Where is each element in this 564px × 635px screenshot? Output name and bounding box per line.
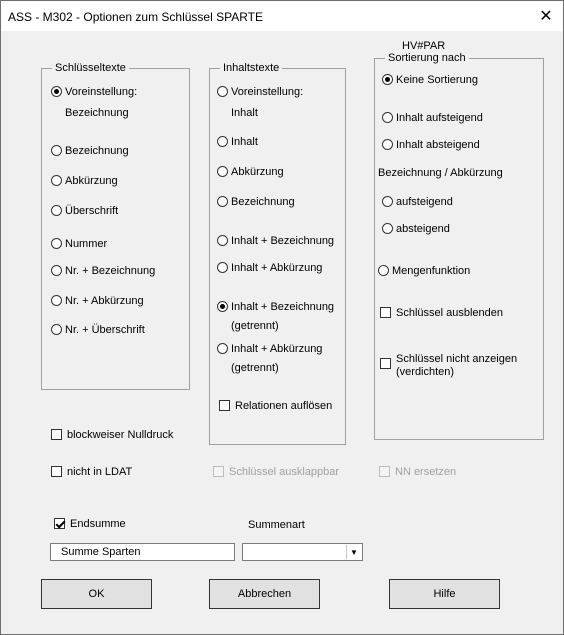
label-sort-inhalt-ab: Inhalt absteigend: [396, 139, 480, 151]
hilfe-button[interactable]: Hilfe: [389, 579, 500, 609]
summe-text-field[interactable]: Summe Sparten: [50, 543, 235, 561]
radio-schl-voreinstellung[interactable]: [51, 86, 62, 97]
group-schluesseltexte-legend: Schlüsseltexte: [52, 62, 129, 74]
label-schl-voreinstellung-value: Bezeichnung: [65, 107, 129, 119]
radio-inh-inhalt-bezeichnung-getrennt[interactable]: [217, 301, 228, 312]
radio-inh-abkuerzung[interactable]: [217, 166, 228, 177]
chevron-down-icon[interactable]: ▼: [346, 545, 361, 559]
checkbox-endsumme[interactable]: [54, 518, 65, 529]
radio-inh-inhalt-abkuerzung-getrennt[interactable]: [217, 343, 228, 354]
label-schl-nr-abkuerzung: Nr. + Abkürzung: [65, 295, 144, 307]
label-mengenfunktion: Mengenfunktion: [392, 265, 471, 277]
radio-schl-ueberschrift[interactable]: [51, 205, 62, 216]
label-schluessel-ausklappbar: Schlüssel ausklappbar: [229, 466, 340, 478]
checkbox-schluessel-ausklappbar[interactable]: [213, 466, 224, 477]
label-schl-nr-ueberschrift: Nr. + Überschrift: [65, 324, 145, 336]
label-inh-voreinstellung-value: Inhalt: [231, 107, 258, 119]
group-inhaltstexte: [209, 62, 346, 445]
label-sort-bez-ab: absteigend: [396, 223, 450, 235]
label-inh-inhalt-bezeichnung: Inhalt + Bezeichnung: [231, 235, 335, 247]
label-sort-inhalt-auf: Inhalt aufsteigend: [396, 112, 483, 124]
label-schl-abkuerzung: Abkürzung: [65, 175, 118, 187]
label-inh-inhalt-bezeichnung-getrennt-2: (getrennt): [231, 320, 279, 332]
radio-schl-nr-bezeichnung[interactable]: [51, 265, 62, 276]
label-sort-keine: Keine Sortierung: [396, 74, 478, 86]
ok-button[interactable]: OK: [41, 579, 152, 609]
label-sort-bez-auf: aufsteigend: [396, 196, 453, 208]
radio-schl-nummer[interactable]: [51, 238, 62, 249]
label-schluessel-nicht-anzeigen: Schlüssel nicht anzeigen: [396, 353, 518, 365]
label-nicht-in-ldat: nicht in LDAT: [67, 466, 133, 478]
close-icon[interactable]: ✕: [539, 8, 553, 25]
summenart-select[interactable]: [242, 543, 363, 561]
title-bar: [1, 1, 563, 31]
radio-schl-nr-ueberschrift[interactable]: [51, 324, 62, 335]
radio-sort-inhalt-ab[interactable]: [382, 139, 393, 150]
label-schl-voreinstellung: Voreinstellung:: [65, 86, 138, 98]
checkbox-nicht-in-ldat[interactable]: [51, 466, 62, 477]
label-blockweiser-nulldruck: blockweiser Nulldruck: [67, 429, 174, 441]
label-relationen-aufloesen: Relationen auflösen: [235, 400, 333, 412]
group-inhaltstexte-legend: Inhaltstexte: [220, 62, 282, 74]
radio-mengenfunktion[interactable]: [378, 265, 389, 276]
radio-inh-bezeichnung[interactable]: [217, 196, 228, 207]
radio-schl-abkuerzung[interactable]: [51, 175, 62, 186]
label-summenart: Summenart: [248, 519, 305, 531]
radio-schl-nr-abkuerzung[interactable]: [51, 295, 62, 306]
label-endsumme: Endsumme: [70, 518, 126, 530]
label-inh-abkuerzung: Abkürzung: [231, 166, 284, 178]
checkbox-schluessel-ausblenden[interactable]: [380, 307, 391, 318]
checkbox-nn-ersetzen[interactable]: [379, 466, 390, 477]
dialog-client: [1, 31, 563, 634]
group-sortierung-legend: Sortierung nach: [385, 52, 469, 64]
label-inh-inhalt-bezeichnung-getrennt: Inhalt + Bezeichnung: [231, 301, 335, 313]
label-inh-inhalt-abkuerzung: Inhalt + Abkürzung: [231, 262, 323, 274]
window-title: ASS - M302 - Optionen zum Schlüssel SPARTE: [8, 10, 263, 24]
radio-inh-voreinstellung[interactable]: [217, 86, 228, 97]
label-inh-inhalt: Inhalt: [231, 136, 258, 148]
label-schl-bezeichnung: Bezeichnung: [65, 145, 129, 157]
label-inh-bezeichnung: Bezeichnung: [231, 196, 295, 208]
checkbox-blockweiser-nulldruck[interactable]: [51, 429, 62, 440]
label-inh-inhalt-abkuerzung-getrennt-2: (getrennt): [231, 362, 279, 374]
label-schluessel-nicht-anzeigen-2: (verdichten): [396, 366, 455, 378]
abbrechen-button[interactable]: Abbrechen: [209, 579, 320, 609]
label-inh-inhalt-abkuerzung-getrennt: Inhalt + Abkürzung: [231, 343, 323, 355]
checkbox-schluessel-nicht-anzeigen[interactable]: [380, 358, 391, 369]
radio-sort-keine[interactable]: [382, 74, 393, 85]
radio-sort-bez-auf[interactable]: [382, 196, 393, 207]
radio-inh-inhalt-abkuerzung[interactable]: [217, 262, 228, 273]
label-schluessel-ausblenden: Schlüssel ausblenden: [396, 307, 504, 319]
radio-inh-inhalt-bezeichnung[interactable]: [217, 235, 228, 246]
label-nn-ersetzen: NN ersetzen: [395, 466, 457, 478]
label-inh-voreinstellung: Voreinstellung:: [231, 86, 304, 98]
label-schl-nummer: Nummer: [65, 238, 108, 250]
radio-sort-bez-ab[interactable]: [382, 223, 393, 234]
radio-schl-bezeichnung[interactable]: [51, 145, 62, 156]
radio-sort-inhalt-auf[interactable]: [382, 112, 393, 123]
label-hv-par: HV#PAR: [402, 40, 446, 52]
label-bez-abk-heading: Bezeichnung / Abkürzung: [378, 167, 503, 179]
radio-inh-inhalt[interactable]: [217, 136, 228, 147]
checkbox-relationen-aufloesen[interactable]: [219, 400, 230, 411]
label-schl-nr-bezeichnung: Nr. + Bezeichnung: [65, 265, 156, 277]
label-schl-ueberschrift: Überschrift: [65, 205, 119, 217]
